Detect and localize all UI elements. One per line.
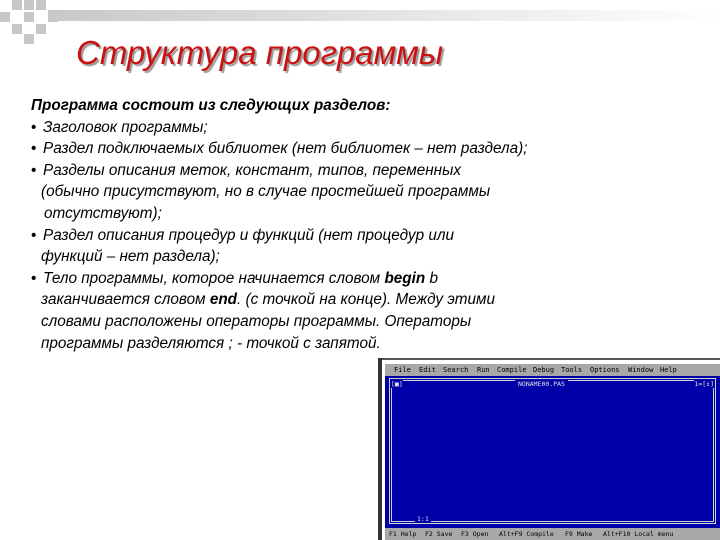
ide-status-save[interactable]: F2 Save [425, 530, 453, 538]
bullet-icon: • [31, 161, 37, 179]
list-item-continuation: программы разделяются ; - точкой с запятой. [41, 334, 381, 352]
turbo-pascal-ide-screenshot [385, 364, 720, 540]
ide-menu-options[interactable]: Options [590, 366, 620, 374]
decorative-squares [0, 0, 60, 44]
list-item-continuation: (обычно присутствуют, но в случае простейшей программы [41, 183, 491, 201]
bullet-icon: • [31, 226, 37, 244]
bullet-icon: • [31, 118, 37, 136]
window-number-zoom-icon[interactable]: 1=[↕] [694, 380, 714, 388]
list-item-continuation: словами расположены операторы программы. Операторы [41, 312, 472, 330]
ide-status-local-menu[interactable]: Alt+F10 Local menu [603, 530, 674, 538]
intro-text: Программа состоит из следующих разделов: [31, 97, 391, 114]
ide-menu-edit[interactable]: Edit [419, 366, 436, 374]
ide-status-open[interactable]: F3 Open [461, 530, 489, 538]
keyword-begin: begin [384, 269, 426, 287]
ide-menu-run[interactable]: Run [477, 366, 490, 374]
list-item: • Заголовок программы; [31, 117, 681, 139]
ide-menu-window[interactable]: Window [628, 366, 654, 374]
ide-editor-window[interactable] [389, 378, 716, 524]
ide-status-compile[interactable]: Alt+F9 Compile [499, 530, 554, 538]
ide-statusbar [385, 528, 720, 540]
list-item: • Раздел подключаемых библиотек (нет библиотек – нет раздела); [31, 138, 681, 160]
bullet-icon: • [31, 140, 37, 158]
ide-cursor-position: 1:1 [417, 515, 429, 523]
ide-status-make[interactable]: F9 Make [565, 530, 593, 538]
ide-file-name: NONAME00.PAS [515, 380, 568, 388]
ide-menubar [385, 364, 720, 376]
list-item: • Раздел описания процедур и функций (нет процедур или [31, 225, 681, 247]
ide-frame-top [380, 358, 720, 360]
header-gradient-bar [48, 10, 720, 21]
list-item-continuation: отсутствуют); [44, 204, 162, 222]
ide-menu-compile[interactable]: Compile [497, 366, 527, 374]
ide-frame-left [378, 358, 382, 540]
list-item-continuation: функций – нет раздела); [41, 248, 220, 266]
ide-menu-tools[interactable]: Tools [561, 366, 583, 374]
list-item: • Разделы описания меток, констант, типов, переменных [31, 160, 681, 182]
slide-body [31, 95, 681, 354]
ide-menu-file[interactable]: File [394, 366, 411, 374]
ide-status-help[interactable]: F1 Help [389, 530, 417, 538]
list-item-continuation: заканчивается словом end. (с точкой на конце). Между этими [41, 291, 496, 309]
ide-menu-search[interactable]: Search [443, 366, 469, 374]
ide-menu-debug[interactable]: Debug [533, 366, 555, 374]
slide-title: Структура программы [76, 34, 444, 71]
ide-menu-help[interactable]: Help [660, 366, 677, 374]
bullet-icon: • [31, 269, 37, 287]
list-item: • Тело программы, которое начинается словом begin b [31, 268, 681, 290]
close-window-icon[interactable]: [■] [391, 380, 403, 388]
keyword-end: end [209, 291, 238, 309]
